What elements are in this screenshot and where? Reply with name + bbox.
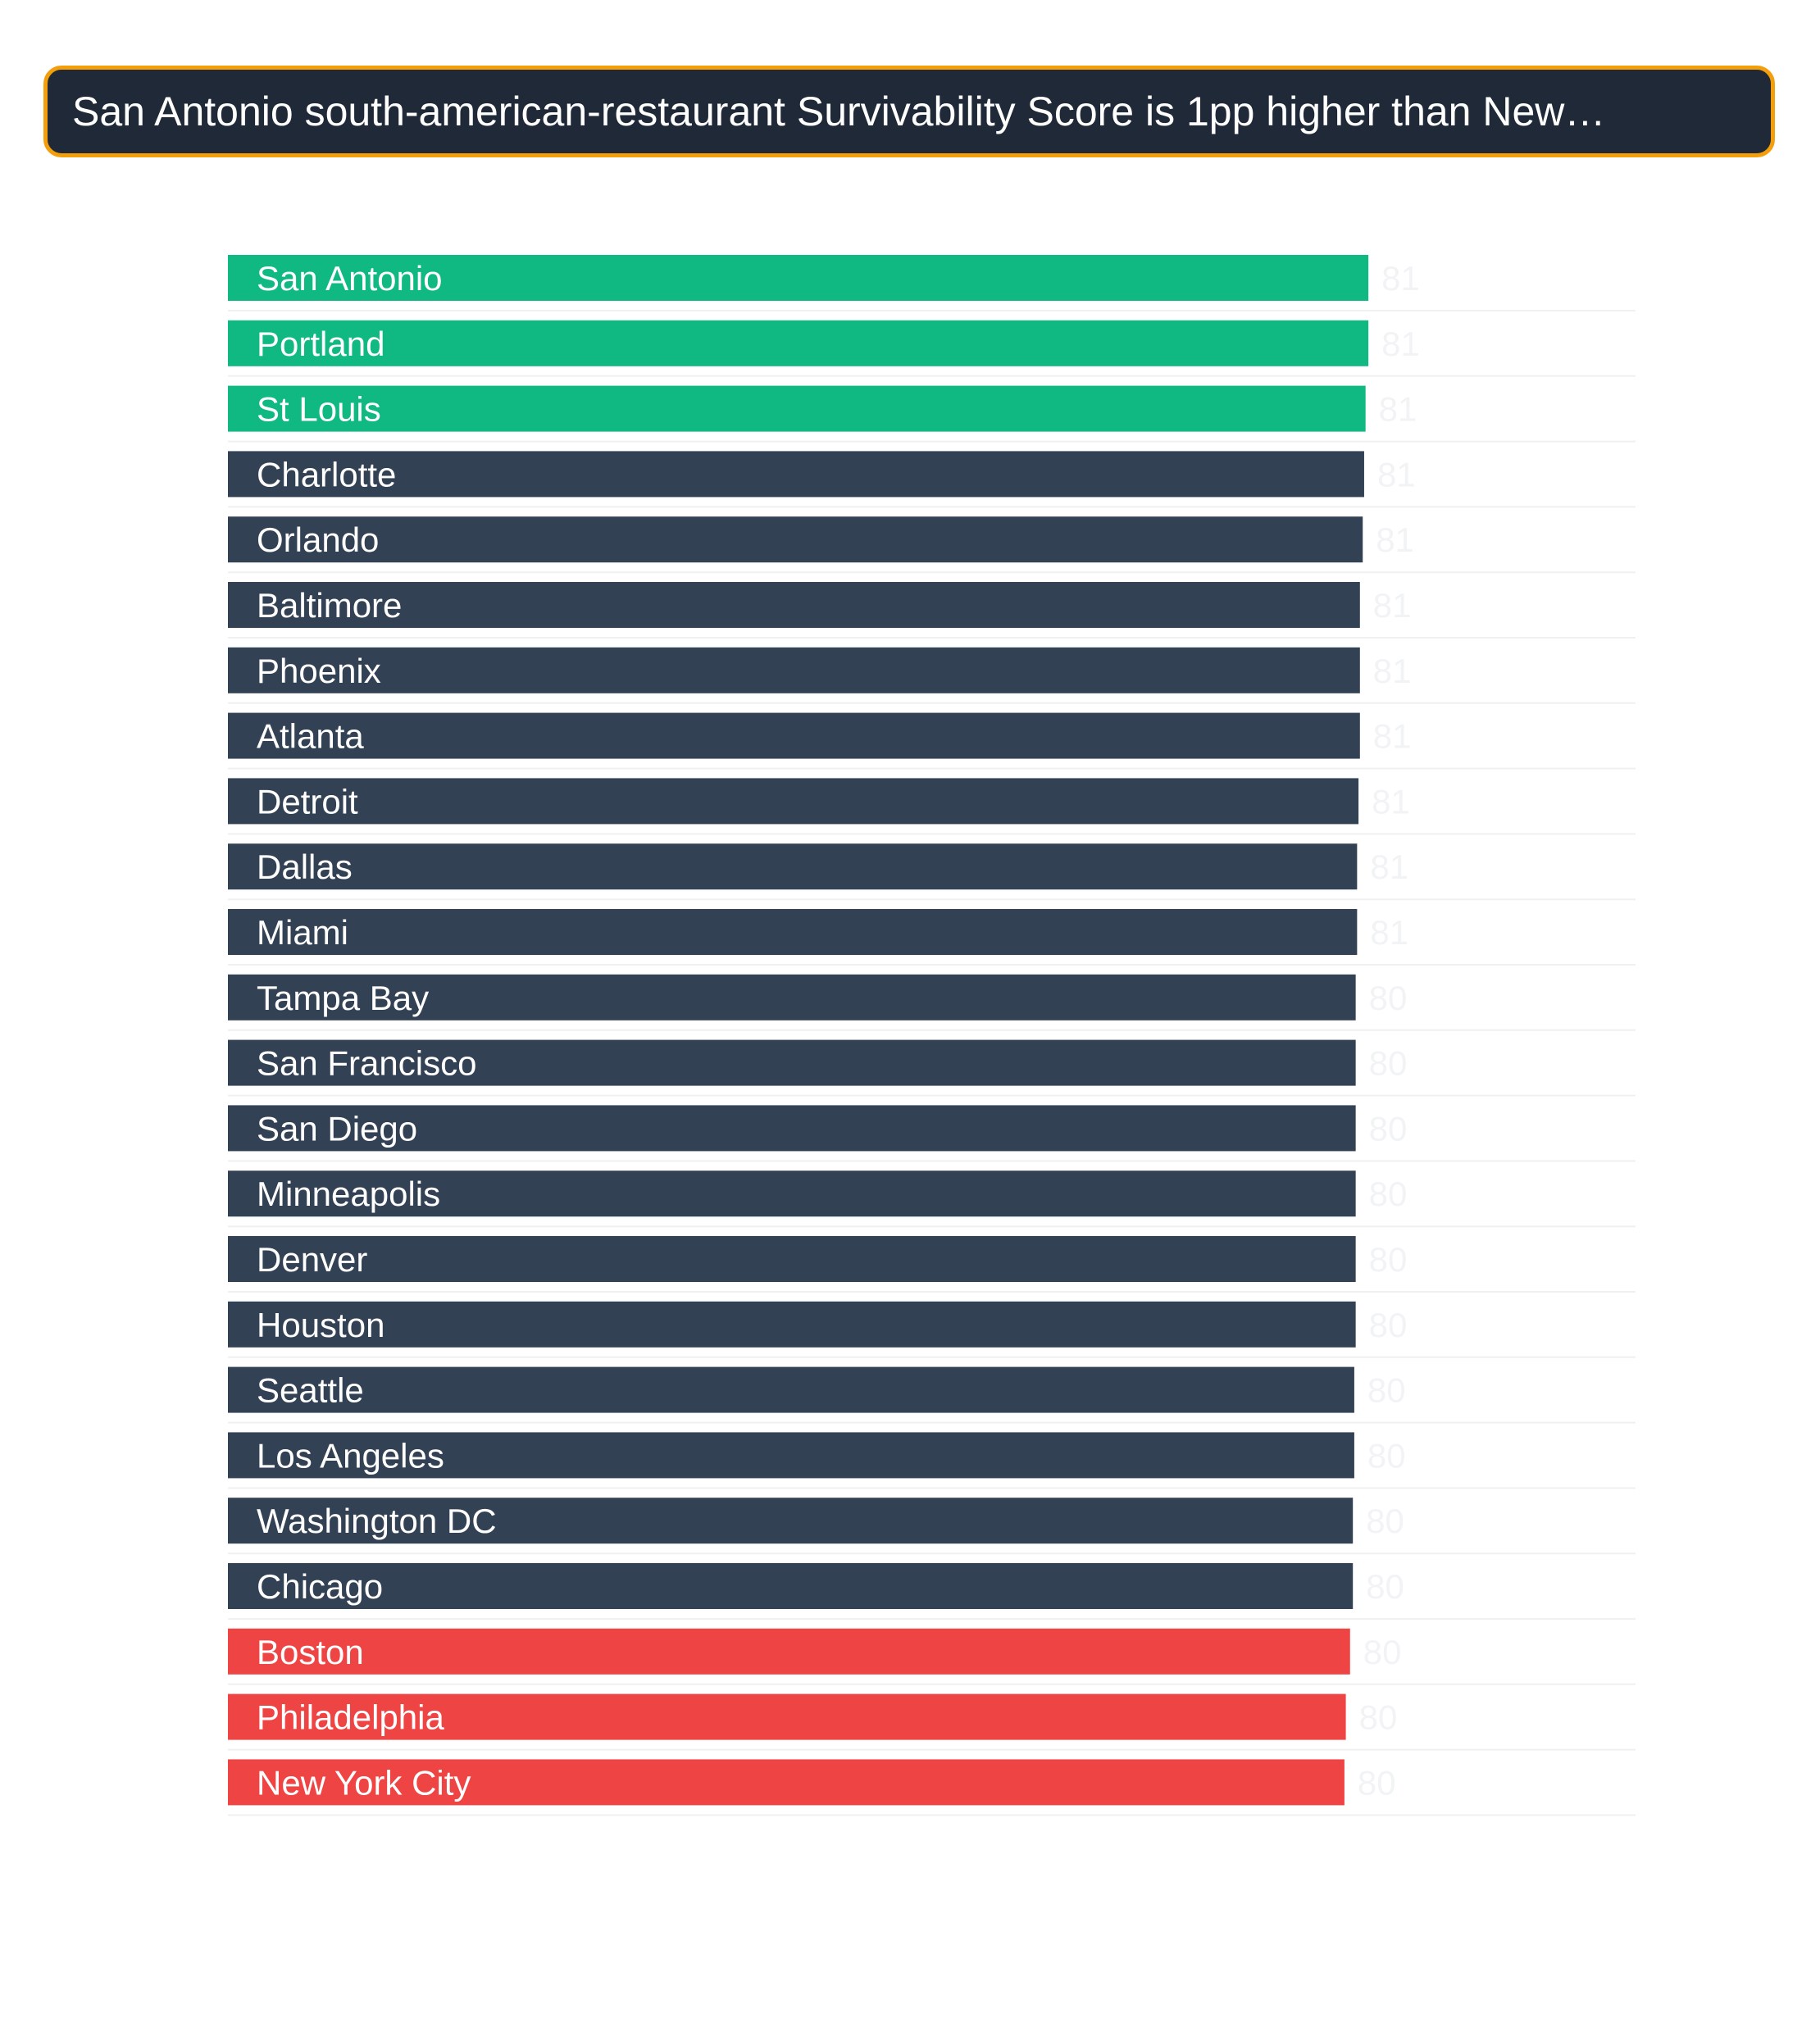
- bar-label: Seattle: [257, 1371, 364, 1410]
- bar-label: Phoenix: [257, 651, 381, 690]
- bar-label: Charlotte: [257, 455, 397, 494]
- value-label: 80: [1367, 1371, 1406, 1410]
- bar-portland: [228, 320, 1368, 366]
- bar-charlotte: [228, 451, 1364, 497]
- bar-label: Washington DC: [257, 1502, 497, 1541]
- value-label: 80: [1363, 1632, 1402, 1671]
- bar-label: Minneapolis: [257, 1175, 441, 1214]
- bar-chicago: [228, 1563, 1353, 1609]
- bar-label: Dallas: [257, 848, 353, 887]
- value-label: 81: [1376, 455, 1416, 494]
- bar-houston: [228, 1302, 1356, 1348]
- bar-label: Philadelphia: [257, 1698, 444, 1737]
- bar-label: Boston: [257, 1632, 364, 1671]
- bar-miami: [228, 909, 1357, 955]
- bar-st-louis: [228, 386, 1366, 432]
- value-label: 81: [1372, 651, 1412, 690]
- bar-orlando: [228, 516, 1363, 562]
- value-label: 80: [1368, 1240, 1408, 1279]
- value-label: 81: [1370, 848, 1409, 887]
- bar-denver: [228, 1236, 1356, 1282]
- bar-label: Chicago: [257, 1567, 384, 1606]
- value-label: 81: [1372, 716, 1412, 756]
- bar-label: New York City: [257, 1763, 471, 1802]
- bar-dallas: [228, 843, 1357, 889]
- bar-label: San Francisco: [257, 1043, 477, 1083]
- bar-seattle: [228, 1367, 1354, 1413]
- value-label: 81: [1370, 913, 1409, 952]
- bar-phoenix: [228, 648, 1360, 693]
- bar-label: Miami: [257, 913, 348, 952]
- value-label: 80: [1368, 978, 1408, 1017]
- value-label: 80: [1358, 1698, 1398, 1737]
- bar-label: St Louis: [257, 389, 381, 429]
- bar-label: Orlando: [257, 520, 380, 560]
- value-label: 80: [1366, 1567, 1404, 1606]
- bar-label: San Antonio: [257, 259, 443, 298]
- value-label: 81: [1381, 259, 1420, 298]
- bar-label: Tampa Bay: [257, 978, 430, 1017]
- bar-label: Detroit: [257, 782, 358, 821]
- value-label: 80: [1367, 1436, 1406, 1475]
- bar-atlanta: [228, 713, 1360, 759]
- value-label: 81: [1381, 324, 1420, 363]
- value-label: 81: [1376, 520, 1414, 560]
- value-label: 80: [1368, 1175, 1408, 1214]
- bar-label: Atlanta: [257, 716, 364, 756]
- value-label: 81: [1372, 782, 1410, 821]
- value-label: 81: [1372, 586, 1412, 625]
- bar-label: Houston: [257, 1305, 385, 1344]
- value-label: 80: [1357, 1763, 1396, 1802]
- value-label: 81: [1378, 389, 1417, 429]
- bar-label: Denver: [257, 1240, 368, 1279]
- bar-label: Baltimore: [257, 586, 403, 625]
- bar-detroit: [228, 778, 1358, 824]
- value-label: 80: [1368, 1305, 1408, 1344]
- bar-label: Los Angeles: [257, 1436, 444, 1475]
- bar-label: San Diego: [257, 1109, 418, 1148]
- chart-title: San Antonio south-american-restaurant Survivability Score is 1pp higher than New…: [72, 89, 1606, 134]
- value-label: 80: [1366, 1502, 1404, 1541]
- value-label: 80: [1368, 1109, 1408, 1148]
- bar-boston: [228, 1629, 1350, 1675]
- bar-label: Portland: [257, 324, 385, 363]
- value-label: 80: [1368, 1043, 1408, 1083]
